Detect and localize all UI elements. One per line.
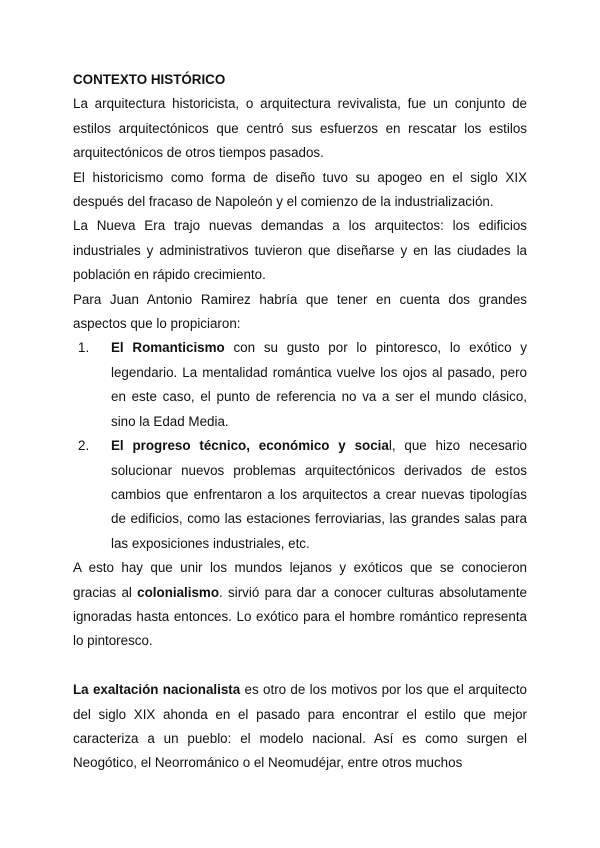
- paragraph-historicism-definition: La arquitectura historicista, o arquitectura revivalista, fue un conjunto de estilos arquitectónicos que centró sus esfuerzos en rescatar los estilos arquitectónicos de otros tiempos pasados.: [73, 96, 527, 161]
- paragraph-ramirez: Para Juan Antonio Ramirez habría que tener en cuenta dos grandes aspectos que lo propiciaron:: [73, 291, 527, 332]
- colonialism-keyword: colonialismo: [137, 584, 220, 600]
- list-item-heading: El progreso técnico, económico y socia: [111, 438, 389, 454]
- colonialism-text-after: . sirvió para dar a conocer culturas absolutamente ignoradas hasta entonces. Lo exótico para el hombre romántico representa lo pintoresco.: [73, 584, 527, 649]
- list-number: 1.: [78, 340, 90, 356]
- paragraph-historicism-apogee: El historicismo como forma de diseño tuvo su apogeo en el siglo XIX después del fracaso de Napoleón y el comienzo de la industrialización.: [73, 169, 527, 210]
- list-item-text: l, que hizo necesario solucionar nuevos problemas arquitectónicos derivados de estos cambios que enfrentaron a los arquitectos a crear nuevas tipologías de edificios, como las estaciones ferroviarias, las grandes salas para las exposiciones industriales, etc.: [111, 438, 528, 551]
- colonialism-text-before: A esto hay que unir los mundos lejanos y exóticos que se conocieron gracias al: [73, 560, 527, 600]
- list-item: [73, 336, 527, 434]
- factors-list: [73, 336, 527, 556]
- section-title: CONTEXTO HISTÓRICO: [73, 72, 226, 87]
- paragraph-spacer: [73, 654, 527, 678]
- nationalism-text: es otro de los motivos por los que el arquitecto del siglo XIX ahonda en el pasado para encontrar el estilo que mejor caracteriza a un pueblo: el modelo nacional. Así es como surgen el Neogótico, el Neorrománico o el Neomudéjar, entre otros muchos: [73, 682, 527, 771]
- document-page: [73, 68, 527, 776]
- list-number: 2.: [78, 438, 90, 454]
- paragraph-nationalism: [73, 678, 527, 776]
- list-item-text: con su gusto por lo pintoresco, lo exótico y legendario. La mentalidad romántica vuelve los ojos al pasado, pero en este caso, el punto de referencia no va a ser el mundo clásico, sino la Edad Media.: [111, 340, 528, 429]
- nationalism-keyword: La exaltación nacionalista: [73, 682, 241, 698]
- paragraph-new-era: La Nueva Era trajo nuevas demandas a los arquitectos: los edificios industriales y administrativos tuvieron que diseñarse y en las ciudades la población en rápido crecimiento.: [73, 218, 527, 283]
- paragraph-colonialism: [73, 556, 527, 654]
- list-item-heading: El Romanticismo: [111, 340, 225, 356]
- list-item: [73, 434, 527, 556]
